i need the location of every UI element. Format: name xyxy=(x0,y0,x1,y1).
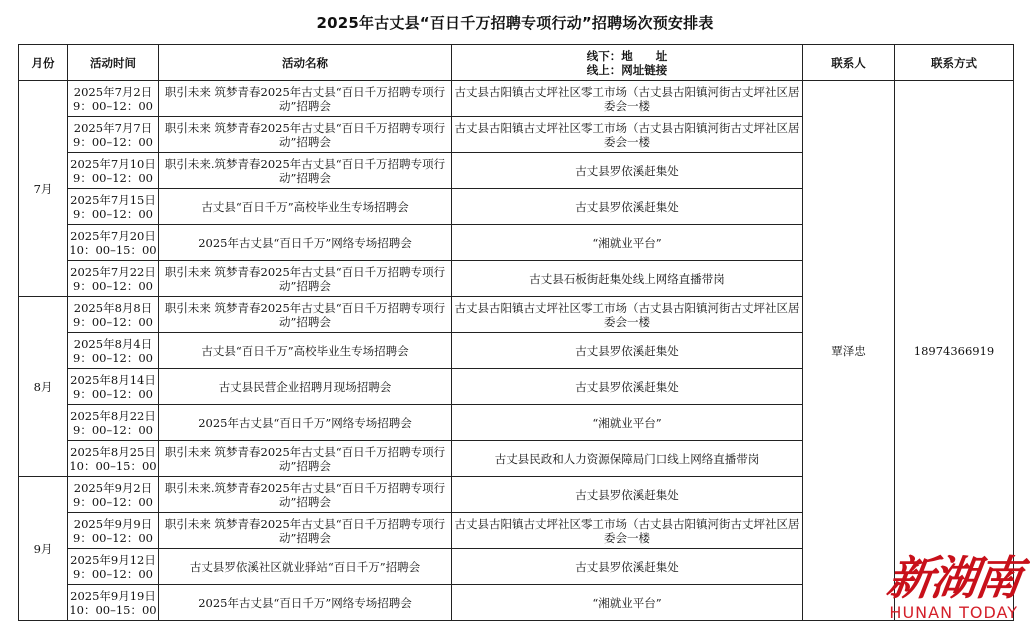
event-address-cell: 古丈县罗依溪赶集处 xyxy=(452,189,803,225)
event-date: 2025年8月8日 xyxy=(73,300,153,315)
event-name-cell: 职引未来.筑梦青春2025年古丈县“百日千万招聘专项行动”招聘会 xyxy=(159,477,452,513)
time-cell xyxy=(68,513,159,549)
time-cell xyxy=(68,477,159,513)
event-date: 2025年9月12日 xyxy=(70,552,156,567)
event-date: 2025年8月4日 xyxy=(73,336,153,351)
event-name-cell: 古丈县“百日千万”高校毕业生专场招聘会 xyxy=(159,189,452,225)
month-cell: 9月 xyxy=(19,477,68,621)
time-cell xyxy=(68,405,159,441)
event-address-cell: 古丈县罗依溪赶集处 xyxy=(452,333,803,369)
event-name-cell: 古丈县罗依溪社区就业驿站“百日千万”招聘会 xyxy=(159,549,452,585)
event-hours: 9：00–12：00 xyxy=(73,314,153,329)
event-date: 2025年7月7日 xyxy=(73,120,153,135)
event-address-cell: 古丈县民政和人力资源保障局门口线上网络直播带岗 xyxy=(452,441,803,477)
event-address-cell: 古丈县罗依溪赶集处 xyxy=(452,549,803,585)
event-date: 2025年7月22日 xyxy=(70,264,156,279)
event-address-cell: “湘就业平台” xyxy=(452,405,803,441)
time-cell xyxy=(68,441,159,477)
event-hours: 10：00–15：00 xyxy=(69,602,157,617)
event-name-cell: 职引未来.筑梦青春2025年古丈县“百日千万招聘专项行动”招聘会 xyxy=(159,153,452,189)
event-name-cell: 职引未来 筑梦青春2025年古丈县“百日千万招聘专项行动”招聘会 xyxy=(159,261,452,297)
event-address-cell: 古丈县古阳镇古丈坪社区零工市场（古丈县古阳镇河街古丈坪社区居委会一楼 xyxy=(452,117,803,153)
event-hours: 9：00–12：00 xyxy=(73,350,153,365)
header-address-online: 线上：网址链接 xyxy=(586,62,668,77)
event-hours: 9：00–12：00 xyxy=(73,530,153,545)
watermark-logo-en: HUNAN TODAY xyxy=(889,603,1018,622)
event-date: 2025年9月2日 xyxy=(73,480,153,495)
event-address-cell: 古丈县古阳镇古丈坪社区零工市场（古丈县古阳镇河街古丈坪社区居委会一楼 xyxy=(452,513,803,549)
event-address-cell: 古丈县石板街赶集处线上网络直播带岗 xyxy=(452,261,803,297)
time-cell xyxy=(68,585,159,621)
contact-person-cell: 覃泽忠 xyxy=(803,81,895,621)
event-address-cell: 古丈县古阳镇古丈坪社区零工市场（古丈县古阳镇河街古丈坪社区居委会一楼 xyxy=(452,297,803,333)
event-date: 2025年7月2日 xyxy=(73,84,153,99)
header-phone: 联系方式 xyxy=(895,45,1014,81)
time-cell xyxy=(68,297,159,333)
event-hours: 9：00–12：00 xyxy=(73,386,153,401)
event-date: 2025年7月20日 xyxy=(70,228,156,243)
table-row xyxy=(19,81,1014,117)
time-cell xyxy=(68,225,159,261)
event-date: 2025年8月14日 xyxy=(70,372,156,387)
event-name-cell: 古丈县“百日千万”高校毕业生专场招聘会 xyxy=(159,333,452,369)
event-hours: 9：00–12：00 xyxy=(73,278,153,293)
event-address-cell: 古丈县罗依溪赶集处 xyxy=(452,369,803,405)
event-hours: 10：00–15：00 xyxy=(69,458,157,473)
event-date: 2025年8月25日 xyxy=(70,444,156,459)
event-address-cell: 古丈县罗依溪赶集处 xyxy=(452,153,803,189)
month-cell: 8月 xyxy=(19,297,68,477)
event-address-cell: “湘就业平台” xyxy=(452,225,803,261)
time-cell xyxy=(68,261,159,297)
event-hours: 9：00–12：00 xyxy=(73,206,153,221)
time-cell xyxy=(68,117,159,153)
event-hours: 9：00–12：00 xyxy=(73,494,153,509)
header-month: 月份 xyxy=(19,45,68,81)
schedule-table xyxy=(18,44,1014,621)
table-header-row xyxy=(19,45,1014,81)
event-hours: 9：00–12：00 xyxy=(73,134,153,149)
event-name-cell: 职引未来 筑梦青春2025年古丈县“百日千万招聘专项行动”招聘会 xyxy=(159,441,452,477)
time-cell xyxy=(68,369,159,405)
event-hours: 10：00–15：00 xyxy=(69,242,157,257)
event-address-cell: 古丈县古阳镇古丈坪社区零工市场（古丈县古阳镇河街古丈坪社区居委会一楼 xyxy=(452,81,803,117)
table-body xyxy=(19,81,1014,621)
event-hours: 9：00–12：00 xyxy=(73,170,153,185)
watermark-logo-cn: 新湖南 xyxy=(883,551,1024,605)
time-cell xyxy=(68,333,159,369)
event-name-cell: 职引未来 筑梦青春2025年古丈县“百日千万招聘专项行动”招聘会 xyxy=(159,297,452,333)
event-date: 2025年9月9日 xyxy=(73,516,153,531)
event-hours: 9：00–12：00 xyxy=(73,98,153,113)
time-cell xyxy=(68,81,159,117)
event-date: 2025年7月15日 xyxy=(70,192,156,207)
header-address xyxy=(452,45,803,81)
event-address-cell: “湘就业平台” xyxy=(452,585,803,621)
month-cell: 7月 xyxy=(19,81,68,297)
event-date: 2025年7月10日 xyxy=(70,156,156,171)
event-name-cell: 职引未来 筑梦青春2025年古丈县“百日千万招聘专项行动”招聘会 xyxy=(159,81,452,117)
header-address-offline: 线下：地 址 xyxy=(586,48,668,63)
header-contact: 联系人 xyxy=(803,45,895,81)
time-cell xyxy=(68,153,159,189)
event-hours: 9：00–12：00 xyxy=(73,422,153,437)
header-name: 活动名称 xyxy=(159,45,452,81)
event-address-cell: 古丈县罗依溪赶集处 xyxy=(452,477,803,513)
event-name-cell: 2025年古丈县“百日千万”网络专场招聘会 xyxy=(159,585,452,621)
contact-phone-cell: 18974366919 xyxy=(895,81,1014,621)
event-name-cell: 职引未来 筑梦青春2025年古丈县“百日千万招聘专项行动”招聘会 xyxy=(159,117,452,153)
event-date: 2025年9月19日 xyxy=(70,588,156,603)
event-hours: 9：00–12：00 xyxy=(73,566,153,581)
time-cell xyxy=(68,189,159,225)
page-title: 2025年古丈县“百日千万招聘专项行动”招聘场次预安排表 xyxy=(316,14,714,32)
event-name-cell: 职引未来 筑梦青春2025年古丈县“百日千万招聘专项行动”招聘会 xyxy=(159,513,452,549)
event-date: 2025年8月22日 xyxy=(70,408,156,423)
header-time: 活动时间 xyxy=(68,45,159,81)
event-name-cell: 古丈县民营企业招聘月现场招聘会 xyxy=(159,369,452,405)
event-name-cell: 2025年古丈县“百日千万”网络专场招聘会 xyxy=(159,225,452,261)
event-name-cell: 2025年古丈县“百日千万”网络专场招聘会 xyxy=(159,405,452,441)
time-cell xyxy=(68,549,159,585)
